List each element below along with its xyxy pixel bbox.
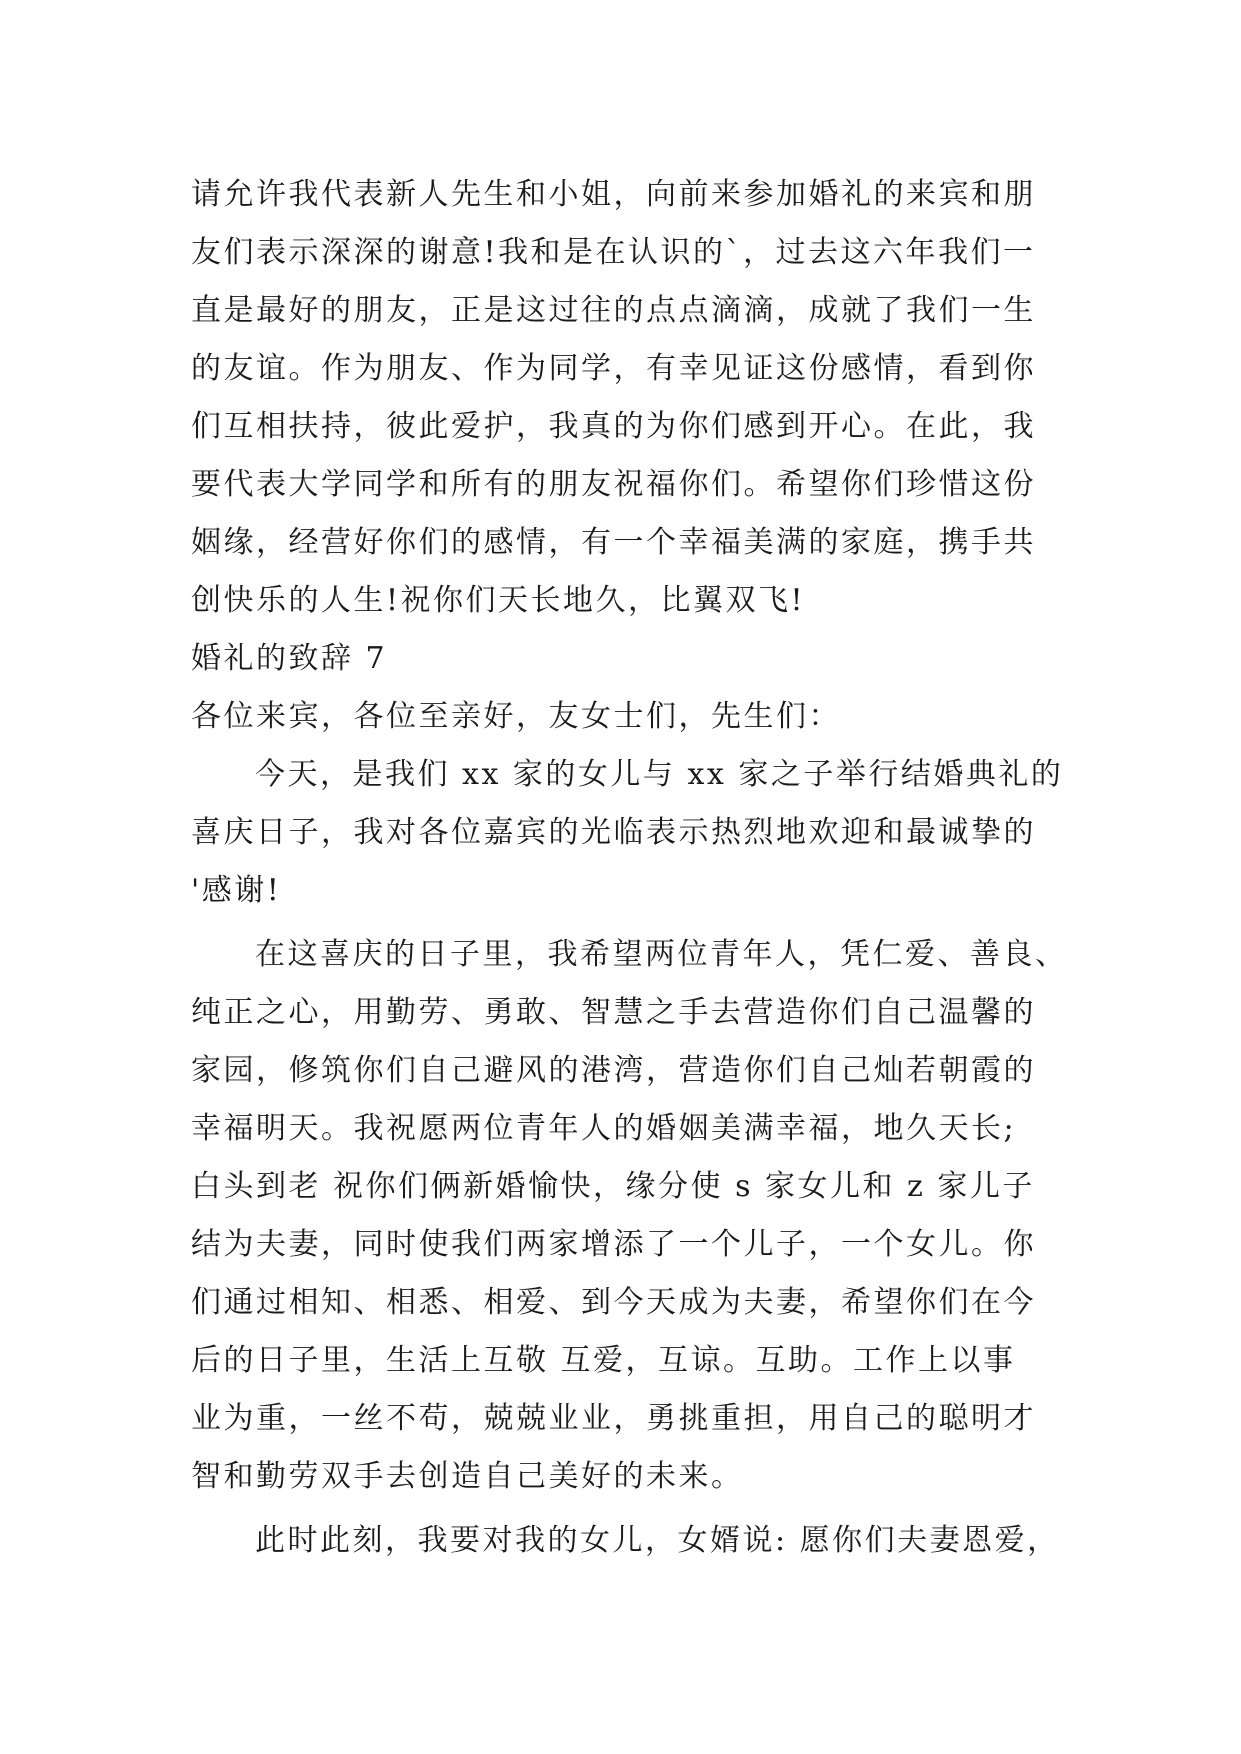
text-line: 结为夫妻，同时使我们两家增添了一个儿子，一个女儿。你: [191, 1227, 1036, 1262]
text-line: 直是最好的朋友，正是这过往的点点滴滴，成就了我们一生: [191, 293, 1036, 328]
text-line: 今天，是我们 xx 家的女儿与 xx 家之子举行结婚典礼的: [255, 757, 1064, 792]
text-line: 请允许我代表新人先生和小姐，向前来参加婚礼的来宾和朋: [191, 177, 1036, 212]
paragraph-thanks: [191, 166, 1051, 630]
text-line: 们通过相知、相悉、相爱、到今天成为夫妻，希望你们在今: [191, 1285, 1036, 1320]
text-line: '感谢!: [191, 873, 282, 908]
text-line: 业为重，一丝不苟，兢兢业业，勇挑重担，用自己的聪明才: [191, 1401, 1036, 1436]
text-line: 创快乐的人生!祝你们天长地久，比翼双飞!: [191, 583, 806, 618]
text-line: 在这喜庆的日子里，我希望两位青年人，凭仁爱、善良、: [255, 937, 1068, 972]
text-line: 的友谊。作为朋友、作为同学，有幸见证这份感情，看到你: [191, 351, 1036, 386]
text-line: 姻缘，经营好你们的感情，有一个幸福美满的家庭，携手共: [191, 525, 1036, 560]
text-line: 纯正之心，用勤劳、勇敢、智慧之手去营造你们自己温馨的: [191, 995, 1036, 1030]
text-line: 智和勤劳双手去创造自己美好的未来。: [191, 1459, 744, 1494]
text-line: 后的日子里，生活上互敬 互爱，互谅。互助。工作上以事: [191, 1343, 1016, 1378]
section-title: 婚礼的致辞 7: [191, 641, 388, 676]
salutation: 各位来宾，各位至亲好，友女士们，先生们：: [191, 699, 841, 734]
text-line: 家园，修筑你们自己避风的港湾，营造你们自己灿若朝霞的: [191, 1053, 1036, 1088]
text-line: 们互相扶持，彼此爱护，我真的为你们感到开心。在此，我: [191, 409, 1036, 444]
paragraph-wishes: [191, 926, 1068, 1506]
text-line: 此时此刻，我要对我的女儿，女婿说: 愿你们夫妻恩爱，: [255, 1523, 1060, 1558]
text-line: 要代表大学同学和所有的朋友祝福你们。希望你们珍惜这份: [191, 467, 1036, 502]
document-body: [191, 166, 1068, 1570]
text-line: 友们表示深深的谢意!我和是在认识的`，过去这六年我们一: [191, 235, 1036, 270]
paragraph-closing: [191, 1512, 1060, 1570]
text-line: 喜庆日子，我对各位嘉宾的光临表示热烈地欢迎和最诚挚的: [191, 815, 1036, 850]
paragraph-welcome: [191, 746, 1064, 920]
text-line: 幸福明天。我祝愿两位青年人的婚姻美满幸福，地久天长;: [191, 1111, 1017, 1146]
text-line: 白头到老 祝你们俩新婚愉快，缘分使 s 家女儿和 z 家儿子: [191, 1169, 1035, 1204]
